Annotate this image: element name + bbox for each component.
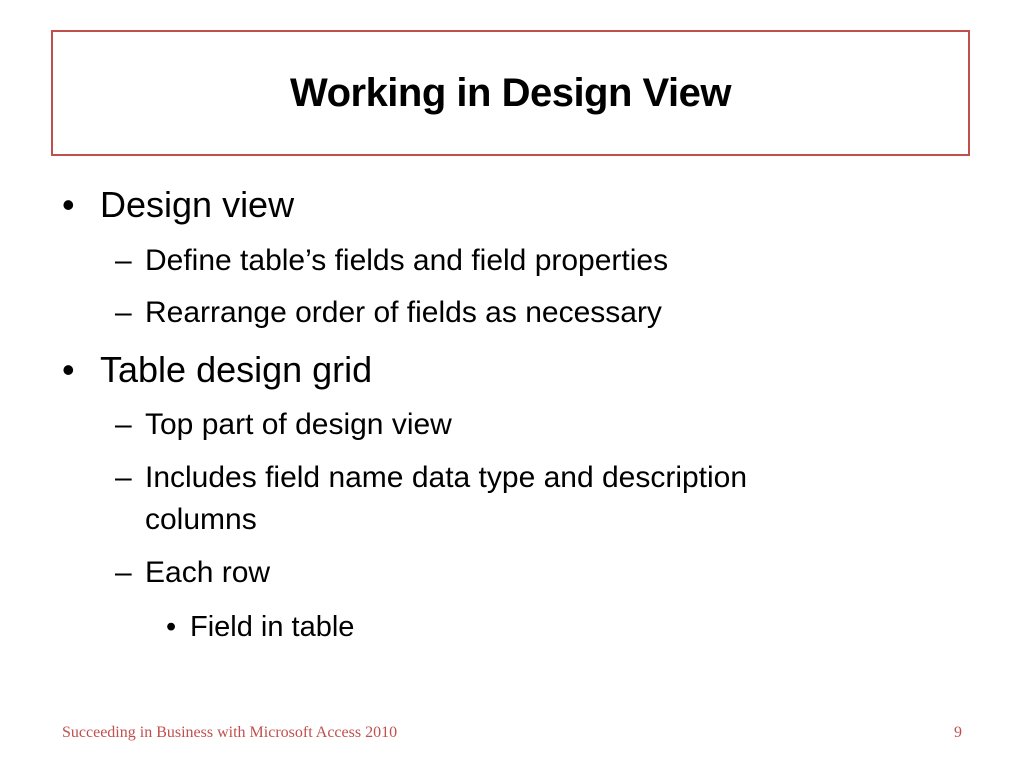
bullet-marker: • (166, 611, 177, 643)
dash-marker: – (115, 296, 132, 329)
dash-marker: – (115, 244, 132, 277)
sub-bullet-text-continuation: columns (145, 503, 257, 536)
sub-bullet-text: Top part of design view (145, 408, 452, 441)
dash-marker: – (115, 461, 132, 494)
sub-bullet-text: Define table’s fields and field properties (145, 244, 669, 277)
sub-sub-bullet-text: Field in table (190, 611, 355, 643)
dash-marker: – (115, 408, 132, 441)
footer-text: Succeeding in Business with Microsoft Access 2010 (62, 724, 398, 741)
page-number: 9 (954, 724, 962, 741)
bullet-marker: • (62, 349, 75, 390)
dash-marker: – (115, 556, 132, 589)
sub-bullet-text: Includes field name data type and description (145, 461, 748, 494)
bullet-text: Design view (100, 184, 295, 225)
bullet-marker: • (62, 184, 75, 225)
sub-bullet-text: Each row (145, 556, 271, 589)
bullet-text: Table design grid (100, 349, 373, 390)
slide-title: Working in Design View (290, 70, 731, 115)
sub-bullet-text: Rearrange order of fields as necessary (145, 296, 662, 329)
